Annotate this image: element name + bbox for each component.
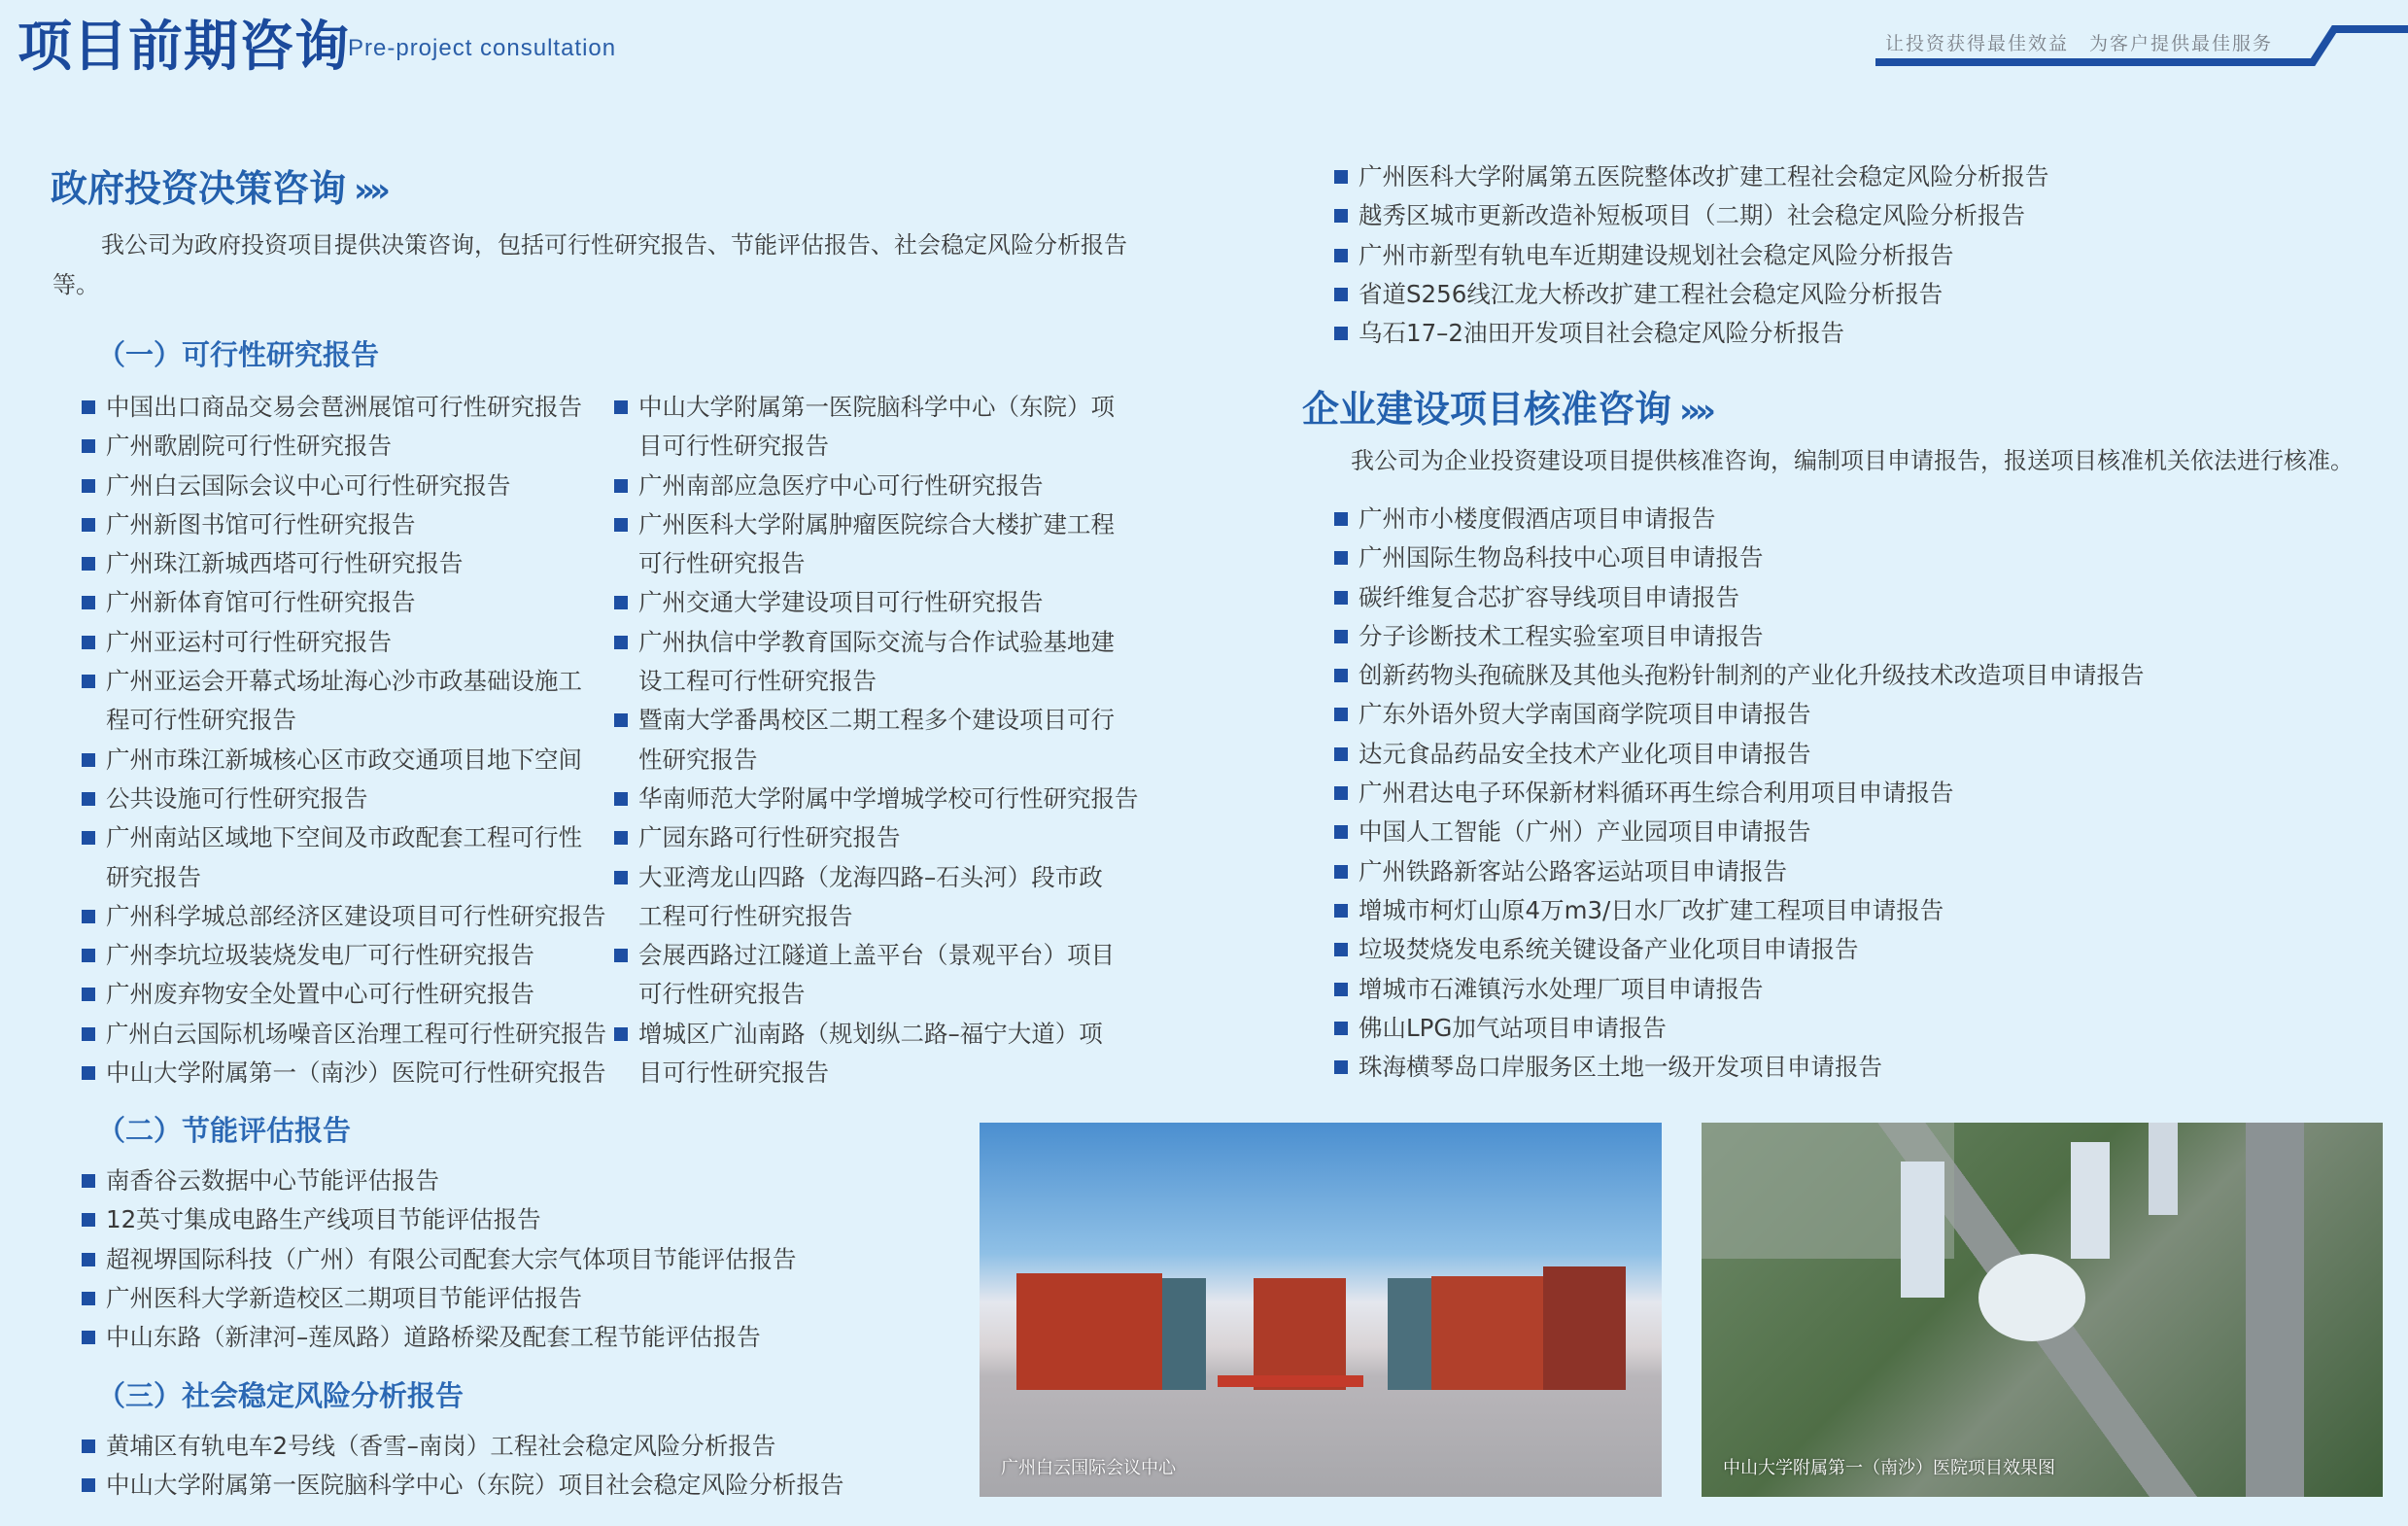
list-item-text: 中山大学附属第一医院脑科学中心（东院）项目社会稳定风险分析报告 — [106, 1471, 844, 1500]
list-item-text: 广州亚运会开幕式场址海心沙市政基础设施工 — [106, 667, 582, 696]
list-item — [1334, 578, 2384, 617]
list-item-text: 广州白云国际会议中心可行性研究报告 — [106, 470, 511, 500]
list-item-text: 中山东路（新津河–莲凤路）道路桥梁及配套工程节能评估报告 — [106, 1323, 761, 1352]
gov-intro: 我公司为政府投资项目提供决策咨询，包括可行性研究报告、节能评估报告、社会稳定风险分析报告等。 — [52, 231, 1127, 298]
list-item-text: 佛山LPG加气站项目申请报告 — [1359, 1013, 1667, 1042]
list-item — [82, 544, 606, 583]
list-item — [1334, 236, 2355, 275]
square-bullet-icon — [614, 831, 628, 845]
square-bullet-icon — [614, 400, 628, 414]
list-item-text: 广州李坑垃圾装烧发电厂可行性研究报告 — [106, 941, 534, 970]
list-item-text: 广园东路可行性研究报告 — [638, 823, 901, 852]
list-item-text: 超视堺国际科技（广州）有限公司配套大宗气体项目节能评估报告 — [106, 1244, 797, 1273]
list-item-text: 增城市柯灯山原4万m3/日水厂改扩建工程项目申请报告 — [1359, 895, 1944, 924]
photo-caption: 广州白云国际会议中心 — [1001, 1458, 1176, 1478]
list-item-text: 达元食品药品安全技术产业化项目申请报告 — [1359, 739, 1811, 768]
list-item-text: 中山大学附属第一医院脑科学中心（东院）项 — [638, 393, 1115, 421]
list-item — [1334, 970, 2384, 1009]
slogan: 让投资获得最佳效益 为客户提供最佳服务 — [1885, 33, 2274, 54]
square-bullet-icon — [1334, 551, 1348, 565]
list-item-text: 广州市珠江新城核心区市政交通项目地下空间 — [106, 745, 582, 774]
enterprise-heading-text: 企业建设项目核准咨询 — [1302, 388, 1672, 431]
list-item — [1334, 314, 2355, 353]
square-bullet-icon — [82, 439, 95, 453]
list-item-text: 性研究报告 — [638, 745, 758, 774]
list-item-text: 广州南部应急医疗中心可行性研究报告 — [638, 470, 1044, 500]
square-bullet-icon — [1334, 1060, 1348, 1074]
energy-heading: （二）节能评估报告 — [97, 1114, 352, 1147]
list-item — [614, 1015, 1144, 1093]
square-bullet-icon — [82, 753, 95, 767]
list-item-text: 广州科学城总部经济区建设项目可行性研究报告 — [106, 901, 606, 930]
list-item — [1334, 538, 2384, 577]
square-bullet-icon — [1334, 249, 1348, 262]
square-bullet-icon — [82, 1292, 95, 1305]
list-item — [82, 583, 606, 622]
list-item — [614, 623, 1144, 702]
feasibility-heading: （一）可行性研究报告 — [97, 338, 380, 371]
list-item-text: 程可行性研究报告 — [106, 706, 296, 735]
list-item — [1334, 813, 2384, 851]
header-accent-line — [1875, 25, 2408, 70]
square-bullet-icon — [82, 1478, 95, 1492]
list-item — [614, 388, 1144, 467]
list-item-text: 广州珠江新城西塔可行性研究报告 — [106, 549, 464, 578]
square-bullet-icon — [1334, 669, 1348, 682]
list-item — [1334, 1048, 2384, 1087]
list-item — [82, 936, 606, 975]
list-item-text: 广州新图书馆可行性研究报告 — [106, 509, 416, 538]
list-item — [82, 662, 606, 741]
list-item — [82, 897, 606, 936]
square-bullet-icon — [1334, 591, 1348, 605]
square-bullet-icon — [1334, 904, 1348, 918]
list-item — [614, 936, 1144, 1015]
square-bullet-icon — [82, 557, 95, 571]
square-bullet-icon — [82, 1253, 95, 1266]
list-item-text: 省道S256线江龙大桥改扩建工程社会稳定风险分析报告 — [1359, 279, 1944, 308]
risk-heading: （三）社会稳定风险分析报告 — [97, 1379, 464, 1412]
list-item — [82, 818, 606, 897]
square-bullet-icon — [614, 871, 628, 884]
square-bullet-icon — [1334, 825, 1348, 839]
list-item-text: 广州君达电子环保新材料循环再生综合利用项目申请报告 — [1359, 779, 1954, 808]
square-bullet-icon — [82, 400, 95, 414]
list-item-text: 研究报告 — [106, 862, 201, 891]
square-bullet-icon — [614, 596, 628, 609]
square-bullet-icon — [1334, 209, 1348, 223]
list-item — [1334, 157, 2355, 196]
list-item — [1334, 852, 2384, 891]
list-item-text: 广州废弃物安全处置中心可行性研究报告 — [106, 980, 534, 1009]
list-item-text: 12英寸集成电路生产线项目节能评估报告 — [106, 1205, 541, 1234]
list-item — [82, 1318, 1015, 1357]
list-item-text: 广州市新型有轨电车近期建设规划社会稳定风险分析报告 — [1359, 240, 1954, 269]
square-bullet-icon — [614, 636, 628, 649]
list-item-text: 中国出口商品交易会琶洲展馆可行性研究报告 — [106, 393, 582, 421]
double-chevron-icon: »» — [1679, 392, 1710, 431]
list-item-text: 广州亚运村可行性研究报告 — [106, 627, 392, 656]
list-item-text: 珠海横琴岛口岸服务区土地一级开发项目申请报告 — [1359, 1053, 1882, 1082]
square-bullet-icon — [82, 518, 95, 532]
list-item-text: 设工程可行性研究报告 — [638, 667, 877, 696]
list-item-text: 垃圾焚烧发电系统关键设备产业化项目申请报告 — [1359, 935, 1859, 964]
square-bullet-icon — [1334, 1022, 1348, 1035]
list-item-text: 创新药物头孢硫脒及其他头孢粉针制剂的产业化升级技术改造项目申请报告 — [1359, 661, 2145, 690]
risk-list — [82, 1427, 956, 1506]
list-item — [82, 467, 606, 505]
list-item — [614, 780, 1144, 818]
list-item-text: 乌石17–2油田开发项目社会稳定风险分析报告 — [1359, 319, 1845, 348]
square-bullet-icon — [82, 479, 95, 493]
list-item — [1334, 656, 2384, 695]
list-item — [82, 1200, 1015, 1239]
list-item-text: 增城市石滩镇污水处理厂项目申请报告 — [1359, 974, 1764, 1003]
square-bullet-icon — [82, 1213, 95, 1227]
square-bullet-icon — [1334, 747, 1348, 761]
list-item-text: 中国人工智能（广州）产业园项目申请报告 — [1359, 817, 1811, 847]
list-item-text: 广州歌剧院可行性研究报告 — [106, 432, 392, 461]
list-item-text: 南香谷云数据中心节能评估报告 — [106, 1166, 439, 1195]
square-bullet-icon — [82, 596, 95, 609]
list-item — [1334, 500, 2384, 538]
list-item — [82, 427, 606, 466]
square-bullet-icon — [1334, 865, 1348, 879]
list-item — [1334, 196, 2355, 235]
square-bullet-icon — [82, 636, 95, 649]
list-item — [82, 1054, 606, 1092]
list-item-text: 广州新体育馆可行性研究报告 — [106, 588, 416, 617]
list-item-text: 碳纤维复合芯扩容导线项目申请报告 — [1359, 582, 1739, 611]
list-item-text: 分子诊断技术工程实验室项目申请报告 — [1359, 621, 1764, 650]
list-item — [1334, 774, 2384, 813]
list-item-text: 广东外语外贸大学南国商学院项目申请报告 — [1359, 700, 1811, 729]
list-item-text: 大亚湾龙山四路（龙海四路–石头河）段市政 — [638, 862, 1103, 891]
square-bullet-icon — [82, 675, 95, 688]
list-item — [1334, 617, 2384, 656]
list-item — [614, 583, 1144, 622]
gov-section-heading — [51, 158, 385, 212]
list-item — [1334, 1009, 2384, 1048]
square-bullet-icon — [82, 1439, 95, 1453]
square-bullet-icon — [1334, 943, 1348, 956]
list-item-text: 广州国际生物岛科技中心项目申请报告 — [1359, 543, 1764, 572]
double-chevron-icon: »» — [354, 171, 385, 210]
square-bullet-icon — [1334, 327, 1348, 340]
list-item — [1334, 891, 2384, 930]
square-bullet-icon — [614, 479, 628, 493]
square-bullet-icon — [1334, 983, 1348, 996]
list-item-text: 目可行性研究报告 — [638, 1058, 829, 1088]
square-bullet-icon — [82, 1066, 95, 1080]
enterprise-intro: 我公司为企业投资建设项目提供核准咨询，编制项目申请报告，报送项目核准机关依法进行核准。 — [1351, 447, 2354, 474]
risk-list-continued — [1334, 157, 2355, 353]
square-bullet-icon — [82, 1027, 95, 1041]
list-item — [82, 1466, 956, 1505]
list-item-text: 越秀区城市更新改造补短板项目（二期）社会稳定风险分析报告 — [1359, 201, 2025, 230]
page-subtitle: Pre-project consultation — [348, 35, 617, 61]
square-bullet-icon — [1334, 708, 1348, 721]
list-item — [614, 858, 1144, 937]
list-item-text: 增城区广汕南路（规划纵二路–福宁大道）项 — [638, 1019, 1103, 1048]
list-item — [614, 467, 1144, 505]
list-item-text: 广州执信中学教育国际交流与合作试验基地建 — [638, 627, 1115, 656]
square-bullet-icon — [1334, 170, 1348, 184]
enterprise-list — [1334, 500, 2384, 1087]
list-item — [82, 388, 606, 427]
square-bullet-icon — [82, 1174, 95, 1188]
list-item-text: 目可行性研究报告 — [638, 432, 829, 461]
photo-nansha-hospital-rendering — [1702, 1123, 2383, 1497]
list-item-text: 暨南大学番禺校区二期工程多个建设项目可行 — [638, 706, 1115, 735]
list-item-text: 会展西路过江隧道上盖平台（景观平台）项目 — [638, 941, 1115, 970]
list-item — [82, 780, 606, 818]
list-item-text: 广州交通大学建设项目可行性研究报告 — [638, 588, 1044, 617]
page-title: 项目前期咨询 — [17, 16, 350, 79]
list-item-text: 广州医科大学附属第五医院整体改扩建工程社会稳定风险分析报告 — [1359, 162, 2049, 191]
list-item-text: 可行性研究报告 — [638, 980, 806, 1009]
gov-heading-text: 政府投资决策咨询 — [51, 167, 347, 210]
list-item-text: 华南师范大学附属中学增城学校可行性研究报告 — [638, 783, 1139, 813]
feasibility-list-col2 — [614, 388, 1144, 1092]
list-item-text: 黄埔区有轨电车2号线（香雪–南岗）工程社会稳定风险分析报告 — [106, 1432, 776, 1460]
list-item-text: 广州白云国际机场噪音区治理工程可行性研究报告 — [106, 1019, 606, 1048]
square-bullet-icon — [1334, 288, 1348, 301]
photo-baiyun-conference-center — [980, 1123, 1662, 1497]
list-item — [82, 1279, 1015, 1318]
list-item — [82, 1162, 1015, 1200]
list-item — [614, 701, 1144, 780]
feasibility-list-col1 — [82, 388, 606, 1092]
list-item-text: 公共设施可行性研究报告 — [106, 783, 368, 813]
list-item — [82, 741, 606, 780]
list-item — [1334, 275, 2355, 314]
square-bullet-icon — [82, 1331, 95, 1344]
list-item-text: 广州铁路新客站公路客运站项目申请报告 — [1359, 856, 1787, 885]
square-bullet-icon — [614, 518, 628, 532]
list-item — [1334, 930, 2384, 969]
square-bullet-icon — [82, 949, 95, 962]
list-item — [82, 975, 606, 1014]
list-item — [614, 505, 1144, 584]
square-bullet-icon — [82, 910, 95, 923]
list-item-text: 广州南站区域地下空间及市政配套工程可行性 — [106, 823, 582, 852]
list-item — [1334, 735, 2384, 774]
list-item — [82, 505, 606, 544]
square-bullet-icon — [1334, 630, 1348, 643]
list-item-text: 中山大学附属第一（南沙）医院可行性研究报告 — [106, 1058, 606, 1088]
enterprise-section-heading — [1302, 379, 1710, 433]
list-item — [1334, 695, 2384, 734]
list-item-text: 广州医科大学新造校区二期项目节能评估报告 — [106, 1283, 582, 1312]
list-item — [82, 1240, 1015, 1279]
list-item-text: 工程可行性研究报告 — [638, 901, 853, 930]
square-bullet-icon — [82, 792, 95, 806]
list-item — [82, 1015, 606, 1054]
square-bullet-icon — [82, 988, 95, 1001]
square-bullet-icon — [614, 713, 628, 727]
list-item — [614, 818, 1144, 857]
square-bullet-icon — [82, 831, 95, 845]
energy-list — [82, 1162, 1015, 1357]
square-bullet-icon — [614, 949, 628, 962]
list-item-text: 可行性研究报告 — [638, 549, 806, 578]
square-bullet-icon — [614, 1027, 628, 1041]
list-item-text: 广州医科大学附属肿瘤医院综合大楼扩建工程 — [638, 509, 1115, 538]
list-item-text: 广州市小楼度假酒店项目申请报告 — [1359, 504, 1716, 533]
list-item — [82, 1427, 956, 1466]
square-bullet-icon — [614, 792, 628, 806]
square-bullet-icon — [1334, 512, 1348, 526]
list-item — [82, 623, 606, 662]
photo-caption: 中山大学附属第一（南沙）医院项目效果图 — [1723, 1458, 2055, 1478]
square-bullet-icon — [1334, 786, 1348, 800]
